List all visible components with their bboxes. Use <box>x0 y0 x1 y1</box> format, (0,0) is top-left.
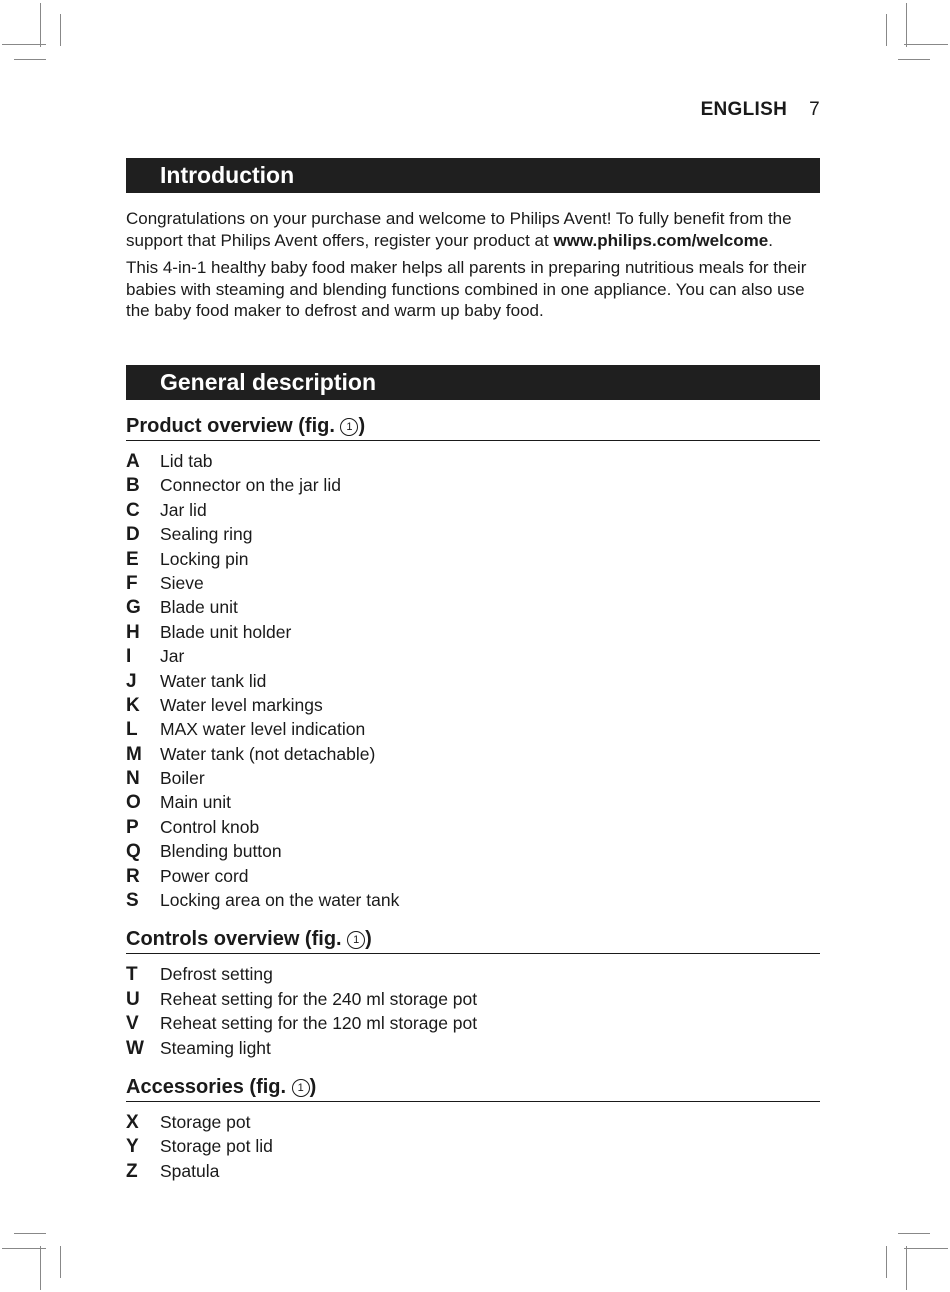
general-description-section <box>126 365 820 1183</box>
item-text: Lid tab <box>160 451 213 471</box>
controls-overview-list <box>126 962 820 1060</box>
crop-mark <box>14 1233 46 1234</box>
item-letter: P <box>126 816 139 838</box>
item-letter: L <box>126 719 138 741</box>
controls-overview-heading <box>126 926 820 954</box>
item-letter: U <box>126 988 140 1010</box>
item-letter: B <box>126 475 140 497</box>
item-text: MAX water level indication <box>160 719 366 740</box>
item-text: Defrost setting <box>160 964 273 985</box>
item-letter: D <box>126 524 140 546</box>
item-text: Boiler <box>160 768 205 789</box>
heading-close-paren: ) <box>365 928 372 951</box>
crop-mark <box>40 3 41 47</box>
list-item <box>126 1036 820 1060</box>
item-letter: O <box>126 792 141 814</box>
list-item <box>126 1134 820 1158</box>
crop-mark <box>886 14 887 46</box>
item-letter: Q <box>126 841 141 863</box>
item-letter: J <box>126 670 137 692</box>
accessories-list <box>126 1110 820 1183</box>
item-text: Locking pin <box>160 548 249 569</box>
list-item <box>126 547 820 571</box>
item-text: Reheat setting for the 120 ml storage pot <box>160 1013 478 1034</box>
page-number: 7 <box>809 99 820 120</box>
list-item <box>126 595 820 619</box>
product-overview-list <box>126 449 820 912</box>
list-item <box>126 449 820 473</box>
crop-mark <box>906 3 907 47</box>
language-label: ENGLISH <box>700 99 788 120</box>
crop-mark <box>904 1248 948 1249</box>
list-item <box>126 987 820 1011</box>
heading-close-paren: ) <box>358 415 366 437</box>
list-item <box>126 962 820 986</box>
item-text: Main unit <box>160 792 232 813</box>
item-letter: A <box>126 451 140 472</box>
introduction-section <box>126 158 820 328</box>
crop-mark <box>60 1246 61 1278</box>
list-item <box>126 790 820 814</box>
crop-mark <box>14 59 46 60</box>
item-letter: T <box>126 964 138 986</box>
item-letter: G <box>126 597 141 619</box>
item-text: Locking area on the water tank <box>160 890 400 911</box>
item-letter: C <box>126 499 140 521</box>
item-letter: X <box>126 1111 139 1133</box>
figure-number-badge: 1 <box>347 931 365 949</box>
item-text: Sieve <box>160 572 204 593</box>
item-text: Water tank lid <box>160 670 267 691</box>
intro-paragraph-1-end: . <box>768 230 773 250</box>
intro-paragraph-1-text: Congratulations on your purchase and welcome to Philips Avent! To fully benefit from the support that Philips Avent offers, register your product at <box>126 209 792 250</box>
list-item <box>126 620 820 644</box>
list-item <box>126 644 820 668</box>
heading-close-paren: ) <box>309 1075 317 1098</box>
item-letter: Z <box>126 1160 138 1182</box>
item-text: Connector on the jar lid <box>160 475 341 496</box>
figure-number-badge: 1 <box>292 1079 310 1097</box>
item-text: Steaming light <box>160 1037 271 1058</box>
crop-mark <box>898 59 930 60</box>
item-text: Jar lid <box>160 499 207 520</box>
list-item <box>126 815 820 839</box>
list-item <box>126 888 820 912</box>
list-item <box>126 742 820 766</box>
item-letter: V <box>126 1013 139 1035</box>
crop-mark <box>40 1246 41 1290</box>
list-item <box>126 839 820 863</box>
crop-mark <box>60 14 61 46</box>
list-item <box>126 522 820 546</box>
item-letter: F <box>126 572 138 594</box>
list-item <box>126 1011 820 1035</box>
controls-overview-heading-text: Controls overview (fig. <box>126 928 348 951</box>
item-text: Power cord <box>160 865 249 886</box>
item-text: Spatula <box>160 1160 220 1181</box>
list-item <box>126 498 820 522</box>
item-letter: I <box>126 646 132 668</box>
list-item <box>126 1110 820 1134</box>
item-text: Jar <box>160 646 185 667</box>
item-letter: M <box>126 743 142 765</box>
crop-mark <box>886 1246 887 1278</box>
welcome-link[interactable]: www.philips.com/welcome <box>553 230 769 250</box>
item-text: Blending button <box>160 841 282 862</box>
figure-number-badge: 1 <box>340 418 358 436</box>
intro-paragraph-2: This 4-in-1 healthy baby food maker helps all parents in preparing nutritious meals for their babies with steaming and blending functions combined in one appliance. You can also use the baby food maker to defrost and warm up baby food. <box>126 258 807 320</box>
list-item <box>126 693 820 717</box>
general-description-title: General description <box>126 365 820 400</box>
item-letter: W <box>126 1037 144 1059</box>
item-text: Water tank (not detachable) <box>160 743 376 764</box>
list-item <box>126 473 820 497</box>
list-item <box>126 669 820 693</box>
item-text: Blade unit <box>160 597 238 618</box>
item-letter: R <box>126 865 140 887</box>
product-overview-heading <box>126 413 820 441</box>
list-item <box>126 571 820 595</box>
accessories-heading <box>126 1074 820 1102</box>
introduction-title: Introduction <box>126 158 820 193</box>
item-letter: S <box>126 890 139 912</box>
item-text: Blade unit holder <box>160 621 292 642</box>
running-header <box>126 99 820 121</box>
product-overview-heading-text: Product overview (fig. <box>126 415 341 437</box>
intro-paragraph-1 <box>126 208 820 251</box>
item-letter: K <box>126 694 140 716</box>
item-text: Storage pot lid <box>160 1136 273 1157</box>
item-letter: Y <box>126 1136 139 1158</box>
item-letter: H <box>126 621 140 643</box>
crop-mark <box>898 1233 930 1234</box>
list-item <box>126 717 820 741</box>
crop-mark <box>906 1246 907 1290</box>
item-text: Reheat setting for the 240 ml storage pot <box>160 988 478 1009</box>
item-text: Water level markings <box>160 694 323 715</box>
list-item <box>126 766 820 790</box>
item-text: Control knob <box>160 816 260 837</box>
item-letter: N <box>126 768 140 790</box>
accessories-heading-text: Accessories (fig. <box>126 1075 292 1098</box>
list-item <box>126 864 820 888</box>
list-item <box>126 1159 820 1183</box>
item-letter: E <box>126 548 139 570</box>
item-text: Sealing ring <box>160 524 253 545</box>
crop-mark <box>904 44 948 45</box>
item-text: Storage pot <box>160 1111 251 1132</box>
